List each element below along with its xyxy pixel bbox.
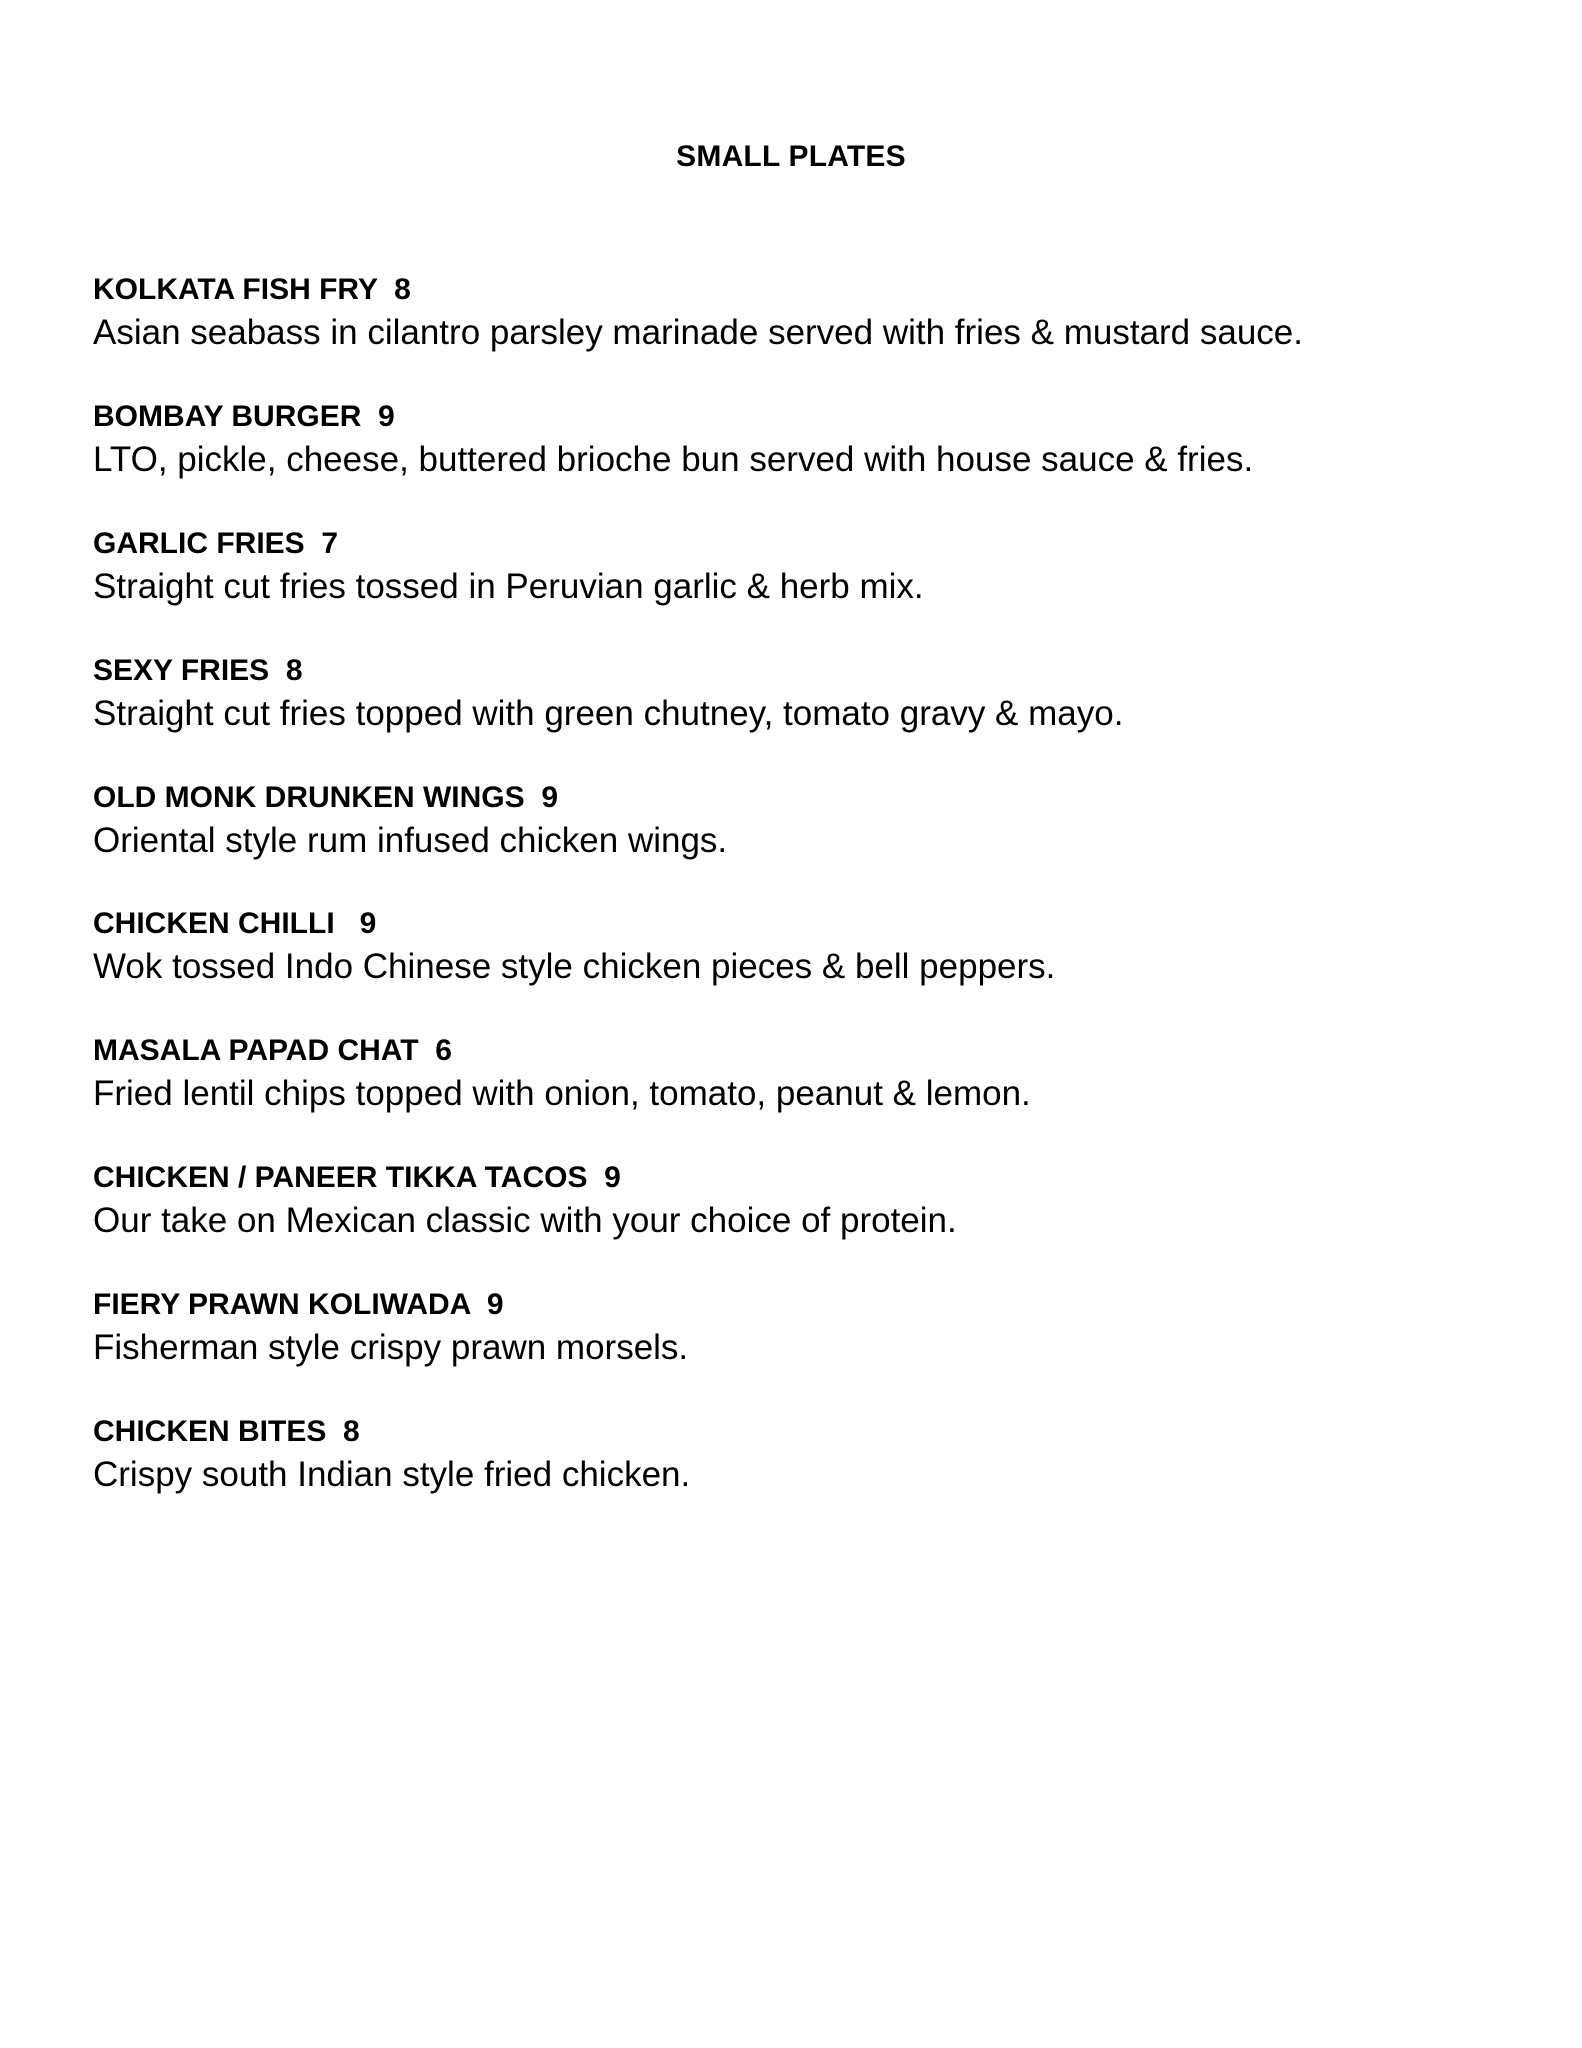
- item-price: 9: [486, 1288, 504, 1322]
- menu-list: [93, 270, 1533, 1539]
- menu-item: [93, 1158, 1533, 1285]
- item-price: 8: [394, 273, 411, 306]
- item-price: 9: [378, 399, 395, 433]
- menu-item: [93, 904, 1533, 1031]
- item-description: Oriental style rum infused chicken wings.: [93, 820, 728, 860]
- menu-item: [93, 778, 1533, 905]
- item-name: KOLKATA FISH FRY: [93, 273, 378, 306]
- item-price: 8: [343, 1415, 360, 1449]
- menu-item: [93, 1285, 1533, 1412]
- item-description: Crispy south Indian style fried chicken.: [93, 1455, 691, 1495]
- item-name: BOMBAY BURGER: [93, 399, 362, 433]
- menu-item: [93, 524, 1533, 651]
- menu-item: [93, 397, 1533, 524]
- item-description: Straight cut fries tossed in Peruvian garlic & herb mix.: [93, 566, 924, 606]
- item-price: 6: [435, 1034, 452, 1068]
- item-description: LTO, pickle, cheese, buttered brioche bun served with house sauce & fries.: [93, 439, 1254, 479]
- item-description: Fisherman style crispy prawn morsels.: [93, 1328, 689, 1368]
- item-name: CHICKEN CHILLI: [93, 907, 335, 941]
- item-name: GARLIC FRIES: [93, 526, 305, 560]
- item-description: Our take on Mexican classic with your choice of protein.: [93, 1201, 957, 1241]
- menu-item: [93, 651, 1533, 778]
- item-price: 9: [541, 780, 559, 814]
- item-name: OLD MONK DRUNKEN WINGS: [93, 780, 525, 814]
- menu-item: [93, 1412, 1533, 1539]
- item-description: Asian seabass in cilantro parsley marinade served with fries & mustard sauce.: [93, 313, 1303, 352]
- item-price: 7: [321, 526, 339, 560]
- menu-item: [93, 270, 1533, 397]
- menu-item: [93, 1031, 1533, 1158]
- page-title: SMALL PLATES: [676, 140, 906, 173]
- item-name: CHICKEN BITES: [93, 1415, 327, 1449]
- item-description: Straight cut fries topped with green chutney, tomato gravy & mayo.: [93, 693, 1124, 733]
- item-price: 8: [285, 653, 303, 687]
- item-name: MASALA PAPAD CHAT: [93, 1034, 419, 1068]
- item-price: 9: [604, 1161, 621, 1195]
- item-name: CHICKEN / PANEER TIKKA TACOS: [93, 1161, 588, 1195]
- item-description: Fried lentil chips topped with onion, tomato, peanut & lemon.: [93, 1074, 1031, 1114]
- item-description: Wok tossed Indo Chinese style chicken pieces & bell peppers.: [93, 947, 1056, 987]
- item-name: SEXY FRIES: [93, 653, 270, 687]
- item-price: 9: [359, 907, 377, 941]
- item-name: FIERY PRAWN KOLIWADA: [93, 1288, 471, 1322]
